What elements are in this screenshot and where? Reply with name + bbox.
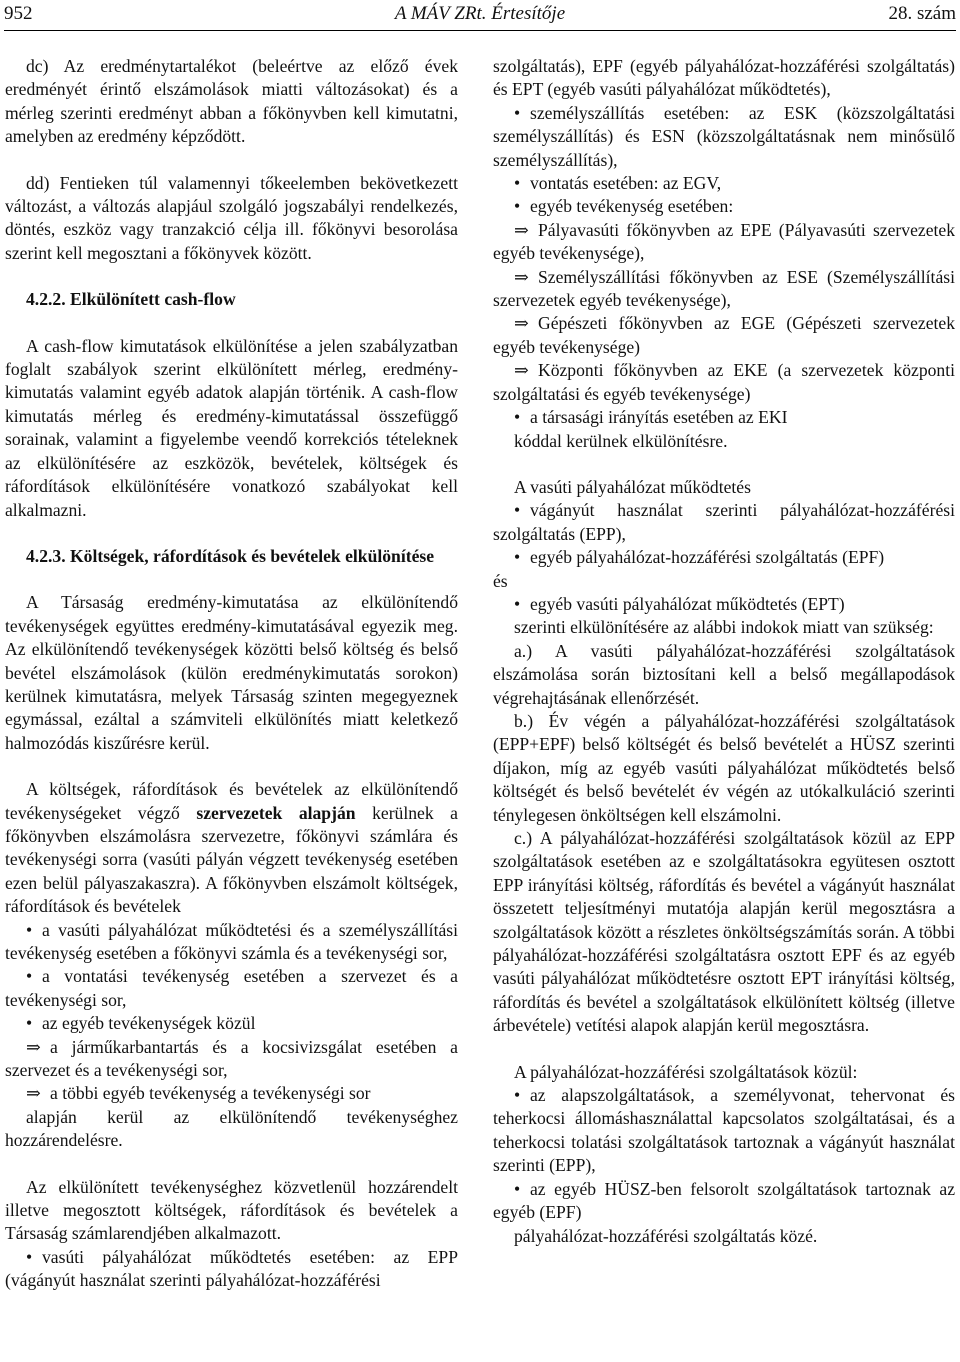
left-column <box>5 55 458 1293</box>
paragraph-kozul: A pályahálózat-hozzáférési szolgáltatások közül: <box>514 1061 858 1082</box>
bullet-icon: • <box>26 966 33 987</box>
list-item: ⇒ Gépészeti főkönyvben az EGE (Gépészeti szervezetek egyéb tevékenysége) <box>493 313 955 357</box>
paragraph-dd: dd) Fentieken túl valamennyi tőkeelemben bekövetkezett változást, a változás alapjául szolgáló jogszabályi rendelkezés, döntés, eszköz vagy tranzakció célja ill. főkönyvi besorolása szerint kell megosztani a főkönyvek között. <box>5 172 458 263</box>
arrow-icon: ⇒ <box>514 219 529 240</box>
list-item: ⇒ Központi főkönyvben az EKE (a szervezetek központi szolgáltatási és egyéb tevékenysége) <box>493 360 955 404</box>
paragraph-kod: kóddal kerülnek elkülönítésre. <box>514 430 728 451</box>
arrow-icon: ⇒ <box>514 360 529 381</box>
paragraph-a: a.) A vasúti pályahálózat-hozzáférési szolgáltatások elszámolása során biztosítani kell a belső megállapodások végrehajtásának ellenőrzését. <box>493 640 955 708</box>
paragraph-dc: dc) Az eredménytartalékot (beleértve az előző évek eredményét érintő elszámolások miatti változásokat) és a mérleg szerinti eredményt abban a főkönyvben kell kimutatni, amelyben az eredmény képződött. <box>5 56 458 147</box>
bullet-icon: • <box>26 1246 33 1267</box>
list-item: • az egyéb HÜSZ-ben felsorolt szolgáltatások tartoznak az egyéb (EPF) <box>493 1178 955 1223</box>
list-item: ⇒ Személyszállítási főkönyvben az ESE (Személyszállítási szervezetek egyéb tevékenysége), <box>493 266 955 311</box>
paragraph-hozzarendeles: alapján kerül az elkülönítendő tevékenységhez hozzárendelésre. <box>5 1106 458 1151</box>
list-item: ⇒ a járműkarbantartás és a kocsivizsgálat esetében a szervezet és a tevékenységi sor, <box>5 1036 458 1081</box>
right-column <box>493 55 955 1248</box>
list-item: • az alapszolgáltatások, a személyvonat, tehervonat és teherkocsi állomáshasználattal kapcsolatos szolgáltatásai, és a teherkocsi tolatási szolgáltatások tartoznak a vágányút használat szerinti (EPP), <box>493 1085 955 1176</box>
bullet-icon: • <box>514 593 521 614</box>
bullet-icon: • <box>514 102 521 123</box>
bullet-icon: • <box>514 1085 521 1106</box>
paragraph-eredmeny: A Társaság eredmény-kimutatása az elkülönítendő tevékenységek együttes eredmény-kimutatásával egyezik meg. Az elkülönítendő tevékenységek közötti belső költség és belső bevétel elszámolások (külön eredménykimutatás sorokon) kerülnek kimutatásra, melyek Társaság szinten megegyeznek egymással, ezáltal a számviteli elkülönítés miatt keletkező halmozódás kiszűrésre kerül. <box>5 592 458 753</box>
list-item: • vontatás esetében: az EGV, <box>493 172 955 195</box>
bullet-icon: • <box>514 173 521 194</box>
paragraph-cashflow: A cash-flow kimutatások elkülönítése a jelen szabályzatban foglalt szabályok szerint elkülönített mérleg, eredmény-kimutatás valamint egyéb adatok alapján történik. A cash-flow kimutatás mérleg és eredmény-kimutatással összefüggő sorainak, valamint a figyelembe veendő korrekciós tételeknek az elkülönítésére az eszközök, bevételek, költségek és ráfordítások elkülönítésére vonatkozó szabályokat kell alkalmazni. <box>5 335 458 520</box>
list-item: • az egyéb tevékenységek közül <box>5 1012 458 1035</box>
bullet-icon: • <box>514 500 521 521</box>
arrow-icon: ⇒ <box>514 266 529 287</box>
list-item: • vasúti pályahálózat működtetés esetében: az EPP (vágányút használat szerinti pályahálózat-hozzáférési <box>5 1246 458 1291</box>
list-item: • személyszállítás esetében: az ESK (közszolgáltatási személyszállítás) és ESN (közszolgáltatásnak nem minősülő személyszállítás), <box>493 102 955 170</box>
bullet-icon: • <box>514 547 521 568</box>
journal-title: A MÁV ZRt. Értesítője <box>394 3 566 24</box>
bullet-icon: • <box>26 1013 33 1034</box>
bold-phrase: szervezetek alapján <box>196 802 356 823</box>
list-item: ⇒ Pályavasúti főkönyvben az EPE (Pályavasúti szervezetek egyéb tevékenysége), <box>493 219 955 264</box>
list-item: ⇒ a többi egyéb tevékenység a tevékenységi sor <box>5 1082 458 1105</box>
page-number: 952 <box>4 3 33 24</box>
list-item: • egyéb pályahálózat-hozzáférési szolgáltatás (EPF) <box>493 546 955 569</box>
section-heading-4-2-3: 4.2.3. Költségek, ráfordítások és bevételek elkülönítése <box>26 545 435 566</box>
bullet-icon: • <box>26 919 33 940</box>
arrow-icon: ⇒ <box>514 313 529 334</box>
list-item: • egyéb tevékenység esetében: <box>493 195 955 218</box>
list-item: • a vontatási tevékenység esetében a szervezet és a tevékenységi sor, <box>5 966 458 1010</box>
paragraph-c: c.) A pályahálózat-hozzáférési szolgáltatások közül az EPP szolgáltatások esetében az e szolgáltatásokra együtesen osztott EPP irányítási költség, ráfordítás és bevétel a vágányút használat összetett teljesítményi mutatója alapján kerül megosztásra a szolgáltatások között a részletes önköltségszámítás során. A többi pályahálózat-hozzáférési szolgáltatásra osztott EPF és az egyéb vasúti pályahálózat működtetésre osztott EPT irányítási költség, ráfordítás és bevétel a szolgáltatások elkülönített költség (illetve árbevétele) vetítési alapok alapján kerül megosztásra. <box>493 828 955 1036</box>
bullet-icon: • <box>514 196 521 217</box>
list-item: • vágányút használat szerinti pályahálózat-hozzáférési szolgáltatás (EPP), <box>493 500 955 544</box>
bullet-icon: • <box>514 1178 521 1199</box>
arrow-icon: ⇒ <box>26 1036 41 1057</box>
paragraph-koze: pályahálózat-hozzáférési szolgáltatás közé. <box>514 1225 818 1246</box>
bullet-icon: • <box>514 407 521 428</box>
paragraph-es: és <box>493 570 508 591</box>
paragraph-continuation: szolgáltatás), EPF (egyéb pályahálózat-hozzáférési szolgáltatás) és EPT (egyéb vasúti pályahálózat működtetés), <box>493 56 955 100</box>
arrow-icon: ⇒ <box>26 1083 41 1104</box>
section-heading-4-2-2: 4.2.2. Elkülönített cash-flow <box>26 289 236 310</box>
paragraph-koltsegek: A költségek, ráfordítások és bevételek az elkülönítendő tevékenységeket végző szervezetek alapján kerülnek a főkönyvben elszámolásra szervezetre, főkönyvi számlára és tevékenységi sorra (vasúti pályán végzett tevékenység esetében ezen belül pályaszakaszra). A főkönyvben elszámolt költségek, ráfordítások és bevételek <box>5 779 458 917</box>
page-header <box>4 2 956 31</box>
paragraph-vasuti: A vasúti pályahálózat működtetés <box>514 476 751 497</box>
list-item: • a társasági irányítás esetében az EKI <box>493 406 955 429</box>
list-item: • egyéb vasúti pályahálózat működtetés (EPT) <box>493 593 955 616</box>
issue-number: 28. szám <box>888 3 956 24</box>
paragraph-elkulonitett: Az elkülönített tevékenységhez közvetlenül hozzárendelt illetve megosztott költségek, ráfordítások és bevételek a Társaság számlarendjében alkalmazott. <box>5 1176 458 1244</box>
paragraph-szukseg: szerinti elkülönítésére az alábbi indokok miatt van szükség: <box>514 617 934 638</box>
list-item: • a vasúti pályahálózat működtetési és a személyszállítási tevékenység esetében a főkönyvi számla és a tevékenységi sor, <box>5 919 458 963</box>
paragraph-b: b.) Év végén a pályahálózat-hozzáférési szolgáltatások (EPP+EPF) belső költségét és belső bevételét a HÜSZ szerinti díjakon, míg az egyéb vasúti pályahálózat működtetés belső költségét és belső bevételét év végén az utókalkuláció szerinti ténylegesen önköltségen kell elszámolni. <box>493 710 955 825</box>
